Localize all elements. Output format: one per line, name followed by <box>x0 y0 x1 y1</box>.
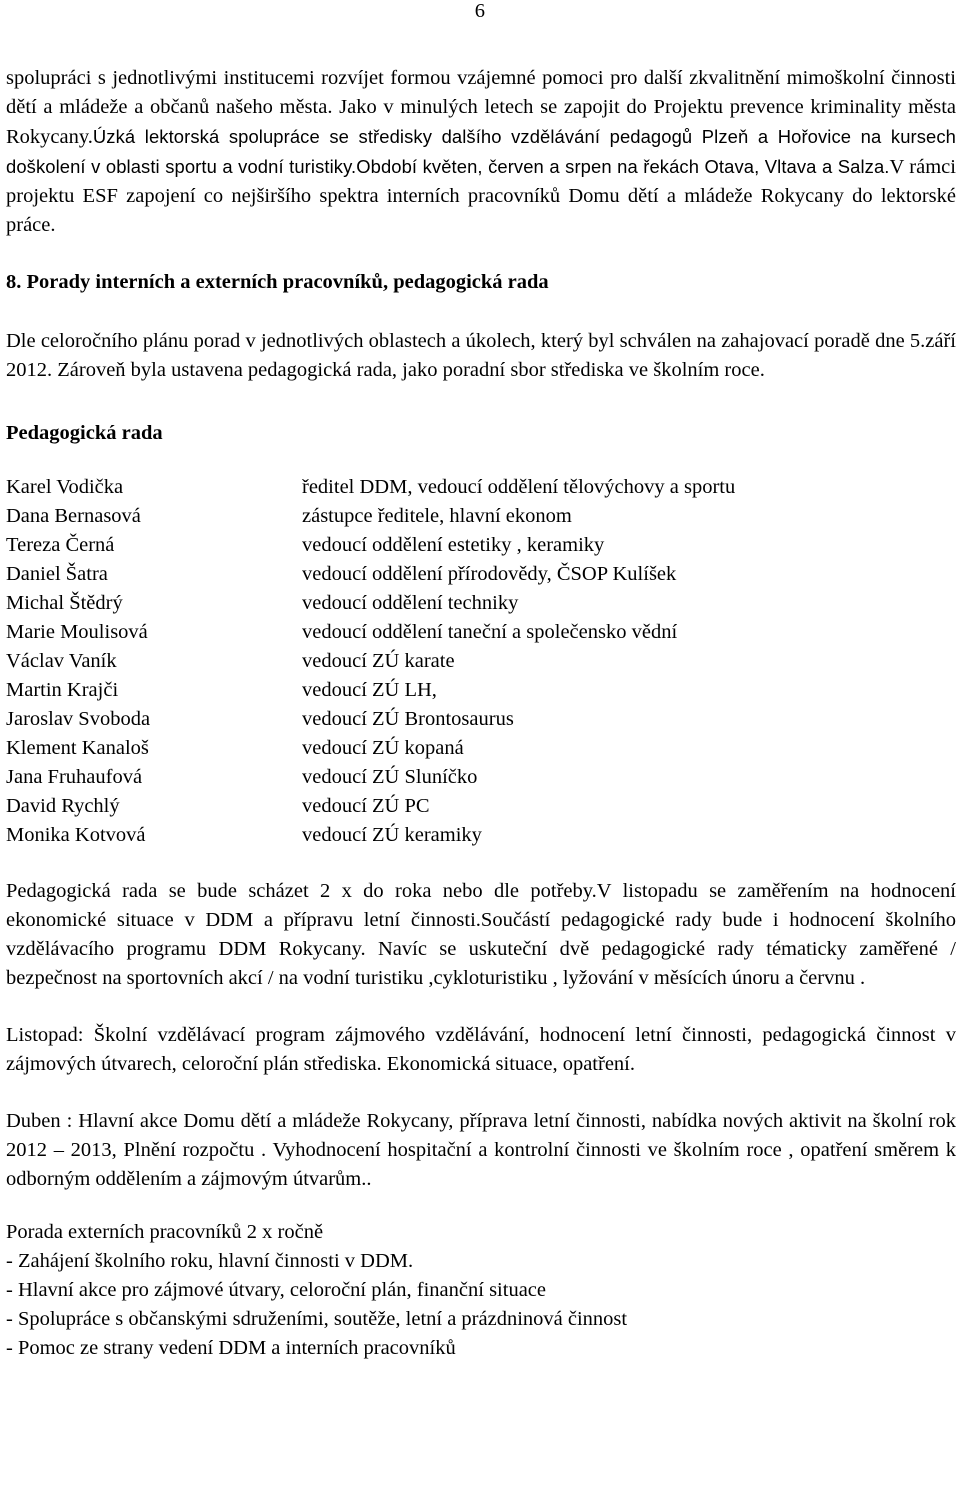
member-role: vedoucí ZÚ LH, <box>302 679 437 701</box>
member-name: Daniel Šatra <box>6 563 108 585</box>
member-role: vedoucí ZÚ Brontosaurus <box>302 708 514 730</box>
document-body <box>6 64 956 1363</box>
member-role: vedoucí oddělení taneční a společensko vědní <box>302 621 678 643</box>
member-name: Marie Moulisová <box>6 621 148 643</box>
external-meeting-item: - Hlavní akce pro zájmové útvary, celoroční plán, finanční situace <box>6 1279 546 1301</box>
member-role: vedoucí oddělení techniky <box>302 592 519 614</box>
member-role: zástupce ředitele, hlavní ekonom <box>302 505 572 527</box>
member-role: vedoucí ZÚ Sluníčko <box>302 766 478 788</box>
member-name: Monika Kotvová <box>6 824 146 846</box>
member-role: vedoucí oddělení přírodovědy, ČSOP Kulíšek <box>302 563 677 585</box>
member-role: vedoucí ZÚ kopaná <box>302 737 464 759</box>
council-members-table <box>6 473 956 850</box>
council-heading: Pedagogická rada <box>6 422 163 444</box>
intro-text-3: Období květen, červen a srpen na řekách Otava, Vltava a Salza. <box>356 156 890 177</box>
april-paragraph: Duben : Hlavní akce Domu dětí a mládeže Rokycany, příprava letní činnosti, nabídka nových aktivit na školní rok 2012 – 2013, Plnění rozpočtu . Vyhodnocení hospitační a kontrolní činnosti ve školním roce , opatření směrem k odborným oddělením a zájmovým útvarům.. <box>6 1110 956 1190</box>
member-role: vedoucí ZÚ PC <box>302 795 430 817</box>
section-8-heading: 8. Porady interních a externích pracovníků, pedagogická rada <box>6 271 549 293</box>
member-name: David Rychlý <box>6 795 120 817</box>
member-name: Jana Fruhaufová <box>6 766 143 788</box>
november-paragraph: Listopad: Školní vzdělávací program zájmového vzdělávání, hodnocení letní činnosti, pedagogická činnost v zájmových útvarech, celoroční plán střediska. Ekonomická situace, opatření. <box>6 1024 956 1075</box>
member-name: Dana Bernasová <box>6 505 141 527</box>
external-meetings-title: Porada externích pracovníků 2 x ročně <box>6 1221 324 1243</box>
member-name: Tereza Černá <box>6 534 115 556</box>
member-role: vedoucí oddělení estetiky , keramiky <box>302 534 605 556</box>
member-name: Klement Kanaloš <box>6 737 149 759</box>
external-meeting-item: - Zahájení školního roku, hlavní činnosti v DDM. <box>6 1250 414 1272</box>
member-role: ředitel DDM, vedoucí oddělení tělovýchovy a sportu <box>302 476 736 498</box>
council-schedule-paragraph: Pedagogická rada se bude scházet 2 x do roka nebo dle potřeby.V listopadu se zaměřením na hodnocení ekonomické situace v DDM a přípravu letní činnosti.Součástí pedagogické rady bude i hodnocení školního vzdělávacího programu DDM Rokycany. Navíc se uskuteční dvě pedagogické rady tématicky zaměřené / bezpečnost na sportovních akcí / na vodní turistiku ,cykloturistiku , lyžování v měsících únoru a červnu . <box>6 880 956 989</box>
external-meeting-item: - Pomoc ze strany vedení DDM a interních pracovníků <box>6 1337 456 1359</box>
member-name: Václav Vaník <box>6 650 117 672</box>
member-name: Jaroslav Svoboda <box>6 708 151 730</box>
member-name: Michal Štědrý <box>6 592 123 614</box>
intro-text-2: Úzká lektorská spolupráce se středisky dalšího vzdělávání pedagogů Plzeň a Hořovice na kursech doškolení v oblasti sportu a vodní turistiky. <box>6 126 956 177</box>
member-role: vedoucí ZÚ keramiky <box>302 824 482 846</box>
external-meeting-item: - Spolupráce s občanskými sdruženími, soutěže, letní a prázdninová činnost <box>6 1308 628 1330</box>
page-number: 6 <box>474 0 485 22</box>
section-8-paragraph: Dle celoročního plánu porad v jednotlivých oblastech a úkolech, který byl schválen na zahajovací poradě dne 5.září 2012. Zároveň byla ustavena pedagogická rada, jako poradní sbor střediska ve školním roce. <box>6 330 956 381</box>
member-name: Martin Krajči <box>6 679 119 701</box>
member-role: vedoucí ZÚ karate <box>302 650 455 672</box>
intro-paragraph <box>6 64 956 240</box>
member-name: Karel Vodička <box>6 476 124 498</box>
intro-text-1: spolupráci s jednotlivými institucemi rozvíjet formou vzájemné pomoci pro další zkvalitnění mimoškolní činnosti dětí a mládeže a občanů našeho města. Jako v minulých letech se zapojit do Projektu prevence kriminality města Rokycany. <box>6 67 956 148</box>
external-meetings-block <box>6 1218 956 1363</box>
intro-text-4: V rámci projektu ESF zapojení co nejširšího spektra interních pracovníků Domu dětí a mládeže Rokycany do lektorské práce. <box>6 156 956 236</box>
